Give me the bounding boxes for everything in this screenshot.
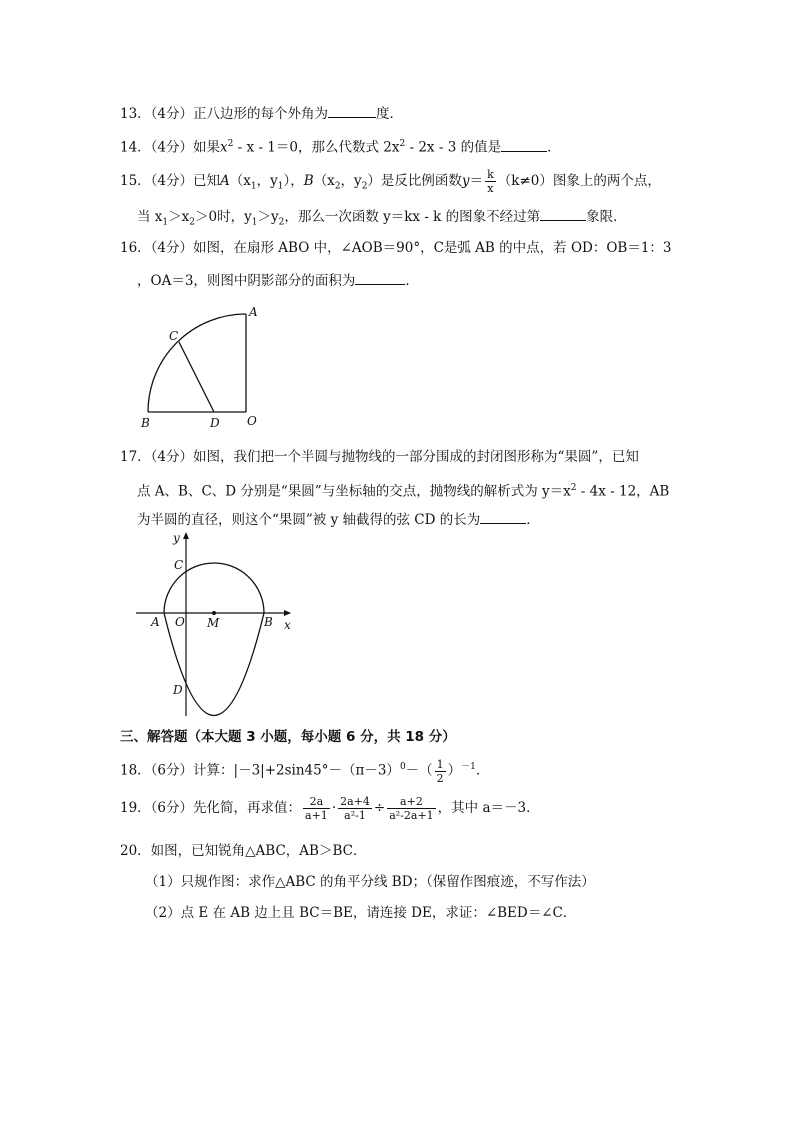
question-15-line-1: 15．（4分）已知$A(x_1$，$y_1$），$B(x_2$，$y_2$）是反比例函数y＝ $\frac{k}{x}$ （k≠0）图象上的两个点， bbox=[120, 168, 661, 195]
label-c: C bbox=[169, 329, 179, 343]
center-point-m bbox=[212, 611, 216, 615]
question-16-line-1: 16．（4分）如图，在扇形 ABO 中，∠AOB＝90°，C是弧 AB 的中点，若 OD：OB＝1：3 bbox=[120, 240, 672, 256]
question-20-line-1: 20．如图，已知锐角△ABC，AB＞BC． bbox=[120, 843, 367, 859]
answer-blank bbox=[540, 206, 586, 221]
question-15-line-2: 当 $x_1>x_2>0$时，$y_1>y_2$，那么一次函数 y＝kx - k 的图象不经过第 象限． bbox=[137, 206, 627, 233]
answer-blank bbox=[355, 270, 405, 285]
label-a: A bbox=[249, 305, 258, 319]
label-b: B bbox=[141, 416, 150, 430]
arc-ab bbox=[148, 314, 246, 412]
fraction-2: $\frac{2a+4}{\text{a²-1}}$ bbox=[340, 795, 370, 822]
question-20-line-3: （2）点 E 在 AB 边上且 BC＝BE，请连接 DE，求证：∠BED＝∠C． bbox=[145, 905, 577, 921]
fraction-3: $\frac{a+2}{\text{a²-2a+1}}$ bbox=[389, 795, 434, 822]
question-19: 19．（6分）先化简，再求值： $\frac{2a}{a+1}$ · $\frac{2a+4}{\text{a²-1}}$ ÷ $\frac{a+2}{\text{a²-2a+1}}$ ，其中 a＝－3． bbox=[120, 795, 540, 822]
label-a: A bbox=[151, 615, 160, 629]
answer-blank bbox=[501, 137, 547, 152]
question-18: 18．（6分）计算：$|-3|+2\sin 45^\circ-(\pi-3)^0-$（ $\frac{1}{2}$ ）$^{-1}$． bbox=[120, 757, 490, 785]
label-o: O bbox=[175, 615, 185, 629]
label-o: O bbox=[247, 414, 257, 428]
question-13: 13．（4分）正八边形的每个外角为 度． bbox=[120, 103, 403, 124]
question-20-line-2: （1）只规作图：求作△ABC 的角平分线 BD；（保留作图痕迹，不写作法） bbox=[145, 874, 595, 890]
question-17-line-1: 17．（4分）如图，我们把一个半圆与抛物线的一部分围成的封闭图形称为“果圆”，已知 bbox=[120, 449, 639, 465]
label-b: B bbox=[264, 615, 273, 629]
section-heading: 三、解答题（本大题 3 小题，每小题 6 分，共 18 分） bbox=[120, 729, 456, 745]
label-d: D bbox=[173, 683, 183, 697]
question-17-line-2: 点 A、B、C、D 分别是“果圆”与坐标轴的交点，抛物线的解析式为 $y=x^2 - 4x - 12$，AB bbox=[137, 483, 670, 500]
label-d: D bbox=[210, 416, 220, 430]
fraction-1: $\frac{2a}{a+1}$ bbox=[305, 795, 328, 822]
fraction-k-over-x: $\frac{k}{x}$ bbox=[487, 168, 494, 195]
fraction-one-half: $\frac{1}{2}$ bbox=[436, 757, 444, 785]
answer-blank bbox=[328, 103, 376, 118]
question-14: 14．（4分）如果$x^2 - x - 1=0$，那么代数式 $2x^2 - 2x - 3$ 的值是 ． bbox=[120, 134, 561, 158]
question-16-line-2: ，OA＝3，则图中阴影部分的面积为 ． bbox=[137, 270, 419, 291]
sector-figure bbox=[135, 300, 275, 435]
x-axis-arrow-icon bbox=[284, 610, 291, 616]
fruit-circle-figure bbox=[130, 530, 300, 720]
y-axis-arrow-icon bbox=[183, 532, 189, 539]
segment-cd bbox=[179, 342, 214, 412]
label-c: C bbox=[174, 558, 184, 572]
label-y: y bbox=[173, 531, 180, 545]
label-x: x bbox=[284, 618, 291, 632]
question-17-line-3: 为半圆的直径，则这个“果圆”被 y 轴截得的弦 CD 的长为 ． bbox=[137, 509, 540, 530]
answer-blank bbox=[480, 509, 526, 524]
label-m: M bbox=[207, 616, 220, 630]
